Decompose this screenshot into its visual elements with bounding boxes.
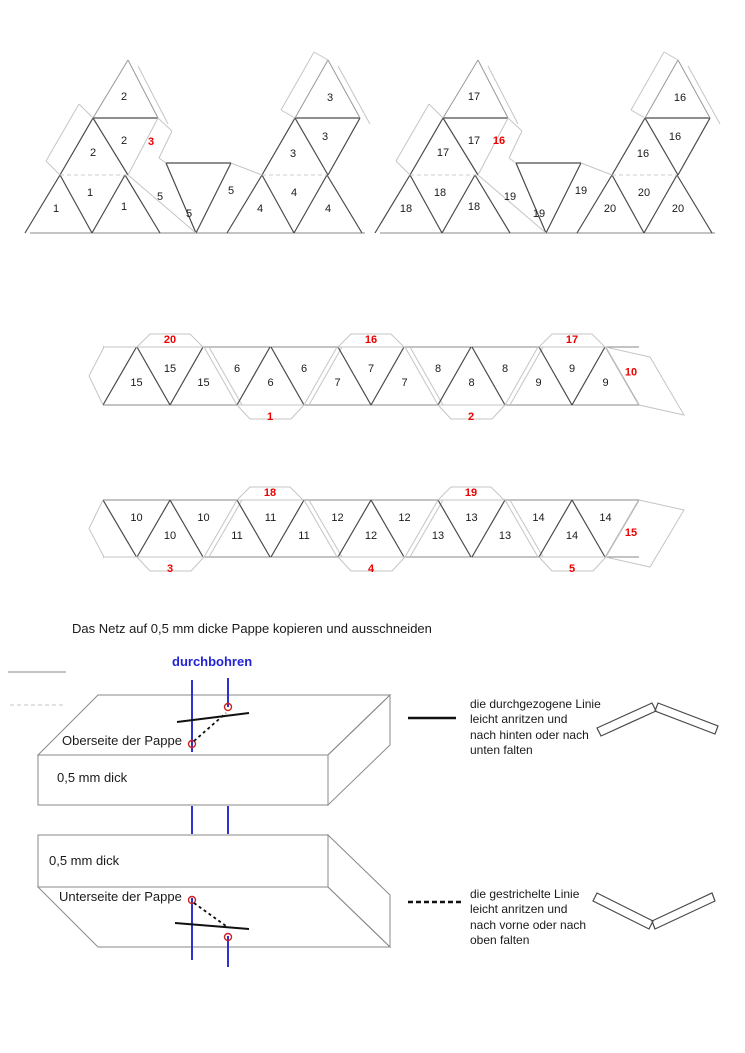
net-line — [103, 347, 137, 405]
cluster-boundary-line — [505, 500, 538, 557]
net-line — [516, 163, 546, 233]
cluster-boundary-line — [309, 347, 342, 405]
net-line — [170, 500, 203, 557]
face-number: 20 — [671, 203, 685, 215]
face-number: 14 — [599, 512, 612, 524]
face-number: 3 — [326, 92, 334, 104]
face-number: 11 — [264, 512, 277, 524]
net-line — [166, 163, 196, 233]
glue-number: 5 — [568, 563, 576, 575]
net-line — [338, 500, 371, 557]
legend-dashed-text-3: nach vorne oder nach — [470, 918, 587, 932]
drill-label: durchbohren — [172, 654, 253, 669]
face-number: 19 — [574, 185, 588, 197]
net-line — [539, 500, 572, 557]
face-number: 13 — [498, 530, 512, 542]
glue-flap-line — [281, 110, 295, 118]
face-number: 12 — [331, 512, 344, 524]
glue-number: 1 — [266, 411, 274, 423]
face-number: 14 — [565, 530, 579, 542]
glue-number: 16 — [364, 334, 378, 346]
cluster-boundary-line — [304, 500, 337, 557]
net-line — [478, 60, 508, 118]
glue-flap-line — [159, 131, 172, 158]
legend-solid-text-4: unten falten — [470, 743, 533, 757]
face-number: 3 — [289, 148, 297, 160]
legend-solid-text-3: nach hinten oder nach — [470, 728, 589, 742]
score-line-dashed — [194, 903, 226, 926]
glue-number: 15 — [624, 527, 638, 539]
glue-number: 17 — [565, 334, 579, 346]
face-number: 9 — [568, 363, 576, 375]
glue-flap-line — [314, 52, 328, 60]
cluster-boundary-line — [304, 347, 337, 405]
net-line — [338, 347, 371, 405]
net-line — [645, 118, 678, 175]
cluster-boundary-line — [209, 347, 242, 405]
face-number: 1 — [120, 201, 128, 213]
cluster-boundary-line — [510, 500, 543, 557]
net-line — [612, 175, 644, 233]
face-number: 8 — [501, 363, 509, 375]
face-number: 7 — [367, 363, 375, 375]
net-line — [438, 347, 471, 405]
glue-flap-line — [509, 131, 522, 158]
cardboard-thickness-label-lower: 0,5 mm dick — [49, 853, 120, 868]
net-line — [271, 347, 304, 405]
net-line — [103, 500, 137, 557]
cluster-boundary-line — [204, 347, 237, 405]
glue-flap-line — [159, 158, 166, 163]
legend-dashed-text-2: leicht anritzen und — [470, 902, 568, 916]
face-number: 12 — [364, 530, 378, 542]
face-number: 17 — [467, 135, 481, 147]
glue-flap-line — [338, 66, 370, 124]
face-number: 15 — [163, 363, 177, 375]
face-number: 10 — [163, 530, 177, 542]
net-line — [271, 500, 304, 557]
glue-flap-line — [396, 104, 429, 161]
glue-number: 10 — [624, 366, 638, 379]
face-number: 10 — [130, 512, 143, 524]
glue-flap-line — [631, 52, 664, 110]
cluster-boundary-line — [405, 500, 438, 557]
fold-valley-right-slab — [652, 893, 715, 929]
glue-flap-line — [631, 110, 645, 118]
face-number: 4 — [290, 187, 298, 199]
cluster-boundary-line — [505, 347, 538, 405]
glue-number: 16 — [492, 135, 506, 147]
face-number: 7 — [401, 377, 408, 389]
face-number: 2 — [120, 135, 128, 147]
face-number: 20 — [603, 203, 617, 215]
face-number: 14 — [532, 512, 545, 524]
net-line — [262, 118, 295, 175]
cardboard-top-side-label: Oberseite der Pappe — [62, 733, 182, 748]
glue-flap-line — [688, 66, 720, 124]
glue-flap-line — [46, 104, 79, 161]
glue-number: 4 — [367, 563, 375, 575]
face-number: 16 — [668, 131, 682, 143]
score-line-solid — [177, 713, 249, 722]
net-line — [472, 347, 505, 405]
glue-number: 18 — [263, 487, 277, 499]
cluster-boundary-line — [209, 500, 242, 557]
net-line — [262, 175, 294, 233]
fold-valley-left-slab — [593, 893, 653, 929]
net-line — [539, 347, 572, 405]
face-number: 1 — [52, 203, 60, 215]
net-line — [410, 175, 442, 233]
cluster-boundary-line — [510, 347, 543, 405]
net-line — [196, 163, 231, 233]
face-number: 8 — [468, 377, 475, 389]
score-line-solid — [175, 923, 249, 929]
glue-flap-line — [429, 104, 443, 118]
face-number: 15 — [197, 377, 210, 389]
face-number: 3 — [321, 131, 329, 143]
face-number: 12 — [398, 512, 411, 524]
glue-flap-line — [508, 118, 522, 131]
legend-solid-text-1: die durchgezogene Linie — [470, 697, 601, 711]
net-line — [328, 60, 360, 118]
cluster-boundary-line — [204, 500, 237, 557]
face-number: 18 — [433, 187, 447, 199]
cluster-boundary-line — [309, 500, 342, 557]
glue-flap-line — [158, 118, 172, 131]
cardboard-bottom-side-label: Unterseite der Pappe — [59, 889, 182, 904]
glue-flap-line — [396, 161, 410, 175]
glue-flap-line — [138, 66, 168, 124]
face-number: 4 — [324, 203, 332, 215]
net-line — [237, 500, 270, 557]
face-number: 11 — [231, 530, 243, 542]
legend-dashed-text-1: die gestrichelte Linie — [470, 887, 580, 901]
net-line — [572, 347, 605, 405]
legend-solid-text-2: leicht anritzen und — [470, 712, 568, 726]
net-line — [128, 60, 158, 118]
glue-flap-line — [664, 52, 678, 60]
end-flap — [89, 500, 137, 557]
face-number: 7 — [334, 377, 341, 389]
net-line — [645, 60, 678, 118]
cardboard-side-face — [328, 835, 390, 947]
cardboard-side-face — [328, 695, 390, 805]
glue-flap-line — [581, 163, 612, 175]
fold-peak-right-slab — [655, 703, 718, 734]
face-number: 8 — [434, 363, 442, 375]
net-line — [475, 175, 510, 233]
net-line — [324, 175, 362, 233]
face-number: 5 — [227, 185, 235, 197]
face-number: 2 — [120, 91, 128, 103]
face-number: 11 — [298, 530, 310, 542]
face-number: 17 — [436, 147, 450, 159]
glue-flap-line — [79, 104, 93, 118]
net-line — [60, 175, 92, 233]
glue-number: 2 — [467, 411, 475, 423]
face-number: 19 — [503, 191, 517, 203]
net-line — [371, 347, 404, 405]
glue-number: 3 — [166, 563, 174, 575]
face-number: 5 — [156, 191, 164, 203]
net-line — [237, 347, 270, 405]
net-line — [678, 60, 710, 118]
net-line — [137, 347, 170, 405]
face-number: 4 — [256, 203, 264, 215]
net-line — [294, 175, 327, 233]
glue-flap-line — [281, 52, 314, 110]
glue-number: 3 — [147, 136, 155, 148]
glue-flap-line — [46, 161, 60, 175]
face-number: 1 — [86, 187, 94, 199]
face-number: 17 — [467, 91, 481, 103]
face-number: 10 — [197, 512, 210, 524]
net-line — [93, 60, 128, 118]
face-number: 9 — [535, 377, 542, 389]
copy-instruction-text: Das Netz auf 0,5 mm dicke Pappe kopieren und ausschneiden — [72, 621, 432, 636]
face-number: 18 — [467, 201, 481, 213]
cluster-boundary-line — [410, 500, 443, 557]
face-number: 16 — [673, 92, 687, 104]
glue-flap-line — [128, 175, 196, 233]
face-number: 19 — [532, 208, 546, 220]
face-number: 5 — [185, 208, 193, 220]
net-line — [60, 118, 93, 175]
legend-dashed-text-4: oben falten — [470, 933, 530, 947]
end-flap — [89, 347, 137, 405]
net-line — [170, 347, 203, 405]
net-line — [612, 118, 645, 175]
face-number: 20 — [637, 187, 651, 199]
face-number: 16 — [636, 148, 650, 160]
glue-flap-line — [231, 163, 262, 175]
glue-flap-line — [488, 66, 518, 124]
glue-number: 19 — [464, 487, 478, 499]
face-number: 2 — [89, 147, 97, 159]
face-number: 13 — [465, 512, 478, 524]
net-line — [328, 118, 360, 175]
face-number: 6 — [233, 363, 241, 375]
net-line — [546, 163, 581, 233]
net-line — [438, 500, 471, 557]
face-number: 13 — [431, 530, 445, 542]
net-line — [125, 175, 160, 233]
net-line — [443, 60, 481, 118]
face-number: 6 — [300, 363, 308, 375]
face-number: 15 — [130, 377, 143, 389]
face-number: 6 — [267, 377, 274, 389]
fold-peak-left-slab — [597, 703, 656, 736]
net-line — [295, 118, 328, 175]
net-line — [678, 118, 710, 175]
net-line — [371, 500, 404, 557]
face-number: 9 — [602, 377, 609, 389]
net-line — [137, 500, 170, 557]
glue-number: 20 — [163, 334, 177, 346]
cluster-boundary-line — [405, 347, 438, 405]
glue-flap-line — [509, 158, 516, 163]
face-number: 18 — [399, 203, 413, 215]
glue-flap-line — [478, 175, 546, 233]
net-line — [472, 500, 505, 557]
cardboard-thickness-label-upper: 0,5 mm dick — [57, 770, 128, 785]
net-line — [295, 60, 328, 118]
net-line — [572, 500, 605, 557]
cluster-boundary-line — [410, 347, 443, 405]
